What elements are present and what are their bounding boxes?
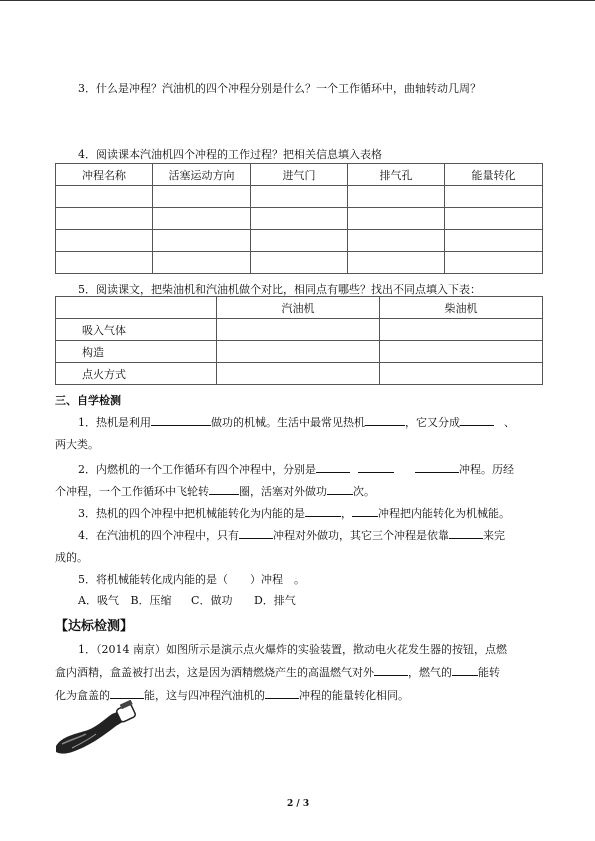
text: 冲程的能量转化相同。 (299, 689, 409, 702)
blank[interactable] (374, 664, 408, 676)
blank[interactable] (316, 461, 350, 473)
table-row (56, 319, 543, 341)
self-check-5-options (78, 592, 296, 608)
self-check-1-cont: 两大类。 (55, 438, 99, 451)
text: 盒内酒精，盒盖被打出去，这是因为酒精燃烧产生的高温燃气对外 (55, 666, 374, 679)
blank[interactable] (352, 505, 378, 517)
blank[interactable] (265, 687, 299, 699)
blank[interactable] (358, 461, 394, 473)
table-cell[interactable] (380, 341, 543, 363)
blank[interactable] (449, 527, 483, 539)
page-top-rule (0, 0, 595, 1)
section-title-self-check: 三、自学检测 (55, 394, 121, 407)
section-title-standard-check: 【达标检测】 (55, 619, 134, 634)
table-row (56, 208, 543, 230)
table-cell[interactable] (445, 252, 543, 274)
blank[interactable] (239, 527, 273, 539)
text: 、 (504, 416, 515, 429)
text: 圈，活塞对外做功 (239, 485, 327, 498)
table-row (56, 230, 543, 252)
row-label: 吸入气体 (56, 319, 217, 341)
table-header-cell: 进气门 (251, 164, 348, 186)
table-corner-cell (56, 297, 217, 319)
table-cell[interactable] (380, 319, 543, 341)
question-4: 4．阅读课本汽油机四个冲程的工作过程？把相关信息填入表格 (78, 148, 382, 161)
self-check-3 (78, 505, 510, 521)
text: 化为盒盖的 (55, 689, 110, 702)
table-header-cell: 排气孔 (348, 164, 445, 186)
table-header-row (56, 164, 543, 186)
table-header-cell: 能量转化 (445, 164, 543, 186)
table-cell[interactable] (217, 363, 380, 385)
option-c[interactable]: C．做功 (191, 594, 233, 607)
question-3: 3．什么是冲程？汽油机的四个冲程分别是什么？一个工作循环中，曲轴转动几周？ (78, 82, 481, 95)
text: 来完 (483, 529, 505, 542)
table-cell[interactable] (56, 252, 153, 274)
table-cell[interactable] (251, 186, 348, 208)
table-header-row (56, 297, 543, 319)
table-cell[interactable] (153, 208, 251, 230)
table-header-cell: 冲程名称 (56, 164, 153, 186)
self-check-5: 5．将机械能转化成内能的是（ ）冲程 。 (78, 573, 305, 586)
self-check-4 (78, 527, 505, 543)
table-cell[interactable] (348, 230, 445, 252)
table-cell[interactable] (445, 230, 543, 252)
row-label: 构造 (56, 341, 217, 363)
table-cell[interactable] (153, 252, 251, 274)
text: 能，这与四冲程汽油机的 (144, 689, 265, 702)
table-cell[interactable] (445, 186, 543, 208)
self-check-1 (78, 414, 515, 430)
table-cell[interactable] (348, 252, 445, 274)
self-check-4-cont: 成的。 (55, 551, 88, 564)
text: ， (341, 507, 352, 520)
table-row (56, 186, 543, 208)
standard-check-1: 1．（2014 南京）如图所示是演示点火爆炸的实验装置，揿动电火花发生器的按钮，点燃 (78, 643, 507, 656)
blank[interactable] (460, 414, 494, 426)
text: ，燃气的 (408, 666, 452, 679)
table-row (56, 341, 543, 363)
table-cell[interactable] (380, 363, 543, 385)
table-row (56, 363, 543, 385)
option-b[interactable]: B．压缩 (130, 594, 172, 607)
blank[interactable] (365, 414, 405, 426)
text: 次。 (353, 485, 375, 498)
text: 3．热机的四个冲程中把机械能转化为内能的是 (78, 507, 305, 520)
stroke-info-table (55, 163, 543, 274)
table-header-cell: 汽油机 (217, 297, 380, 319)
blank[interactable] (452, 664, 478, 676)
table-row (56, 252, 543, 274)
engine-comparison-table (55, 296, 543, 385)
self-check-2 (78, 461, 514, 477)
text: 2．内燃机的一个工作循环有四个冲程中，分别是 (78, 463, 316, 476)
table-cell[interactable] (348, 208, 445, 230)
table-cell[interactable] (251, 230, 348, 252)
table-cell[interactable] (153, 230, 251, 252)
question-5: 5．阅读课文，把柴油机和汽油机做个对比，相同点有哪些？找出不同点填入下表： (78, 283, 481, 296)
blank[interactable] (327, 483, 353, 495)
table-cell[interactable] (251, 252, 348, 274)
table-cell[interactable] (217, 341, 380, 363)
standard-check-1-line2 (55, 664, 500, 680)
table-cell[interactable] (251, 208, 348, 230)
table-cell[interactable] (56, 186, 153, 208)
table-cell[interactable] (153, 186, 251, 208)
table-cell[interactable] (445, 208, 543, 230)
table-cell[interactable] (348, 186, 445, 208)
text: 冲程把内能转化为机械能。 (378, 507, 510, 520)
spark-ignition-apparatus-illustration (52, 700, 142, 758)
blank[interactable] (415, 461, 459, 473)
text: 1．热机是利用 (78, 416, 151, 429)
text: 4．在汽油机的四个冲程中，只有 (78, 529, 239, 542)
page-number: 2 / 3 (287, 799, 310, 809)
self-check-2-cont (55, 483, 375, 499)
table-cell[interactable] (217, 319, 380, 341)
row-label: 点火方式 (56, 363, 217, 385)
table-cell[interactable] (56, 208, 153, 230)
text: 能转 (478, 666, 500, 679)
option-d[interactable]: D．排气 (253, 594, 296, 607)
blank[interactable] (110, 687, 144, 699)
table-cell[interactable] (56, 230, 153, 252)
blank[interactable] (151, 414, 211, 426)
text: 冲程对外做功，其它三个冲程是依靠 (273, 529, 449, 542)
text: ，它又分成 (405, 416, 460, 429)
text: 做功的机械。生活中最常见热机 (211, 416, 365, 429)
option-a[interactable]: A．吸气 (78, 594, 119, 607)
table-header-cell: 活塞运动方向 (153, 164, 251, 186)
table-header-cell: 柴油机 (380, 297, 543, 319)
text: 个冲程，一个工作循环中飞轮转 (55, 485, 209, 498)
blank[interactable] (209, 483, 239, 495)
blank[interactable] (305, 505, 341, 517)
text: 冲程。历经 (459, 463, 514, 476)
